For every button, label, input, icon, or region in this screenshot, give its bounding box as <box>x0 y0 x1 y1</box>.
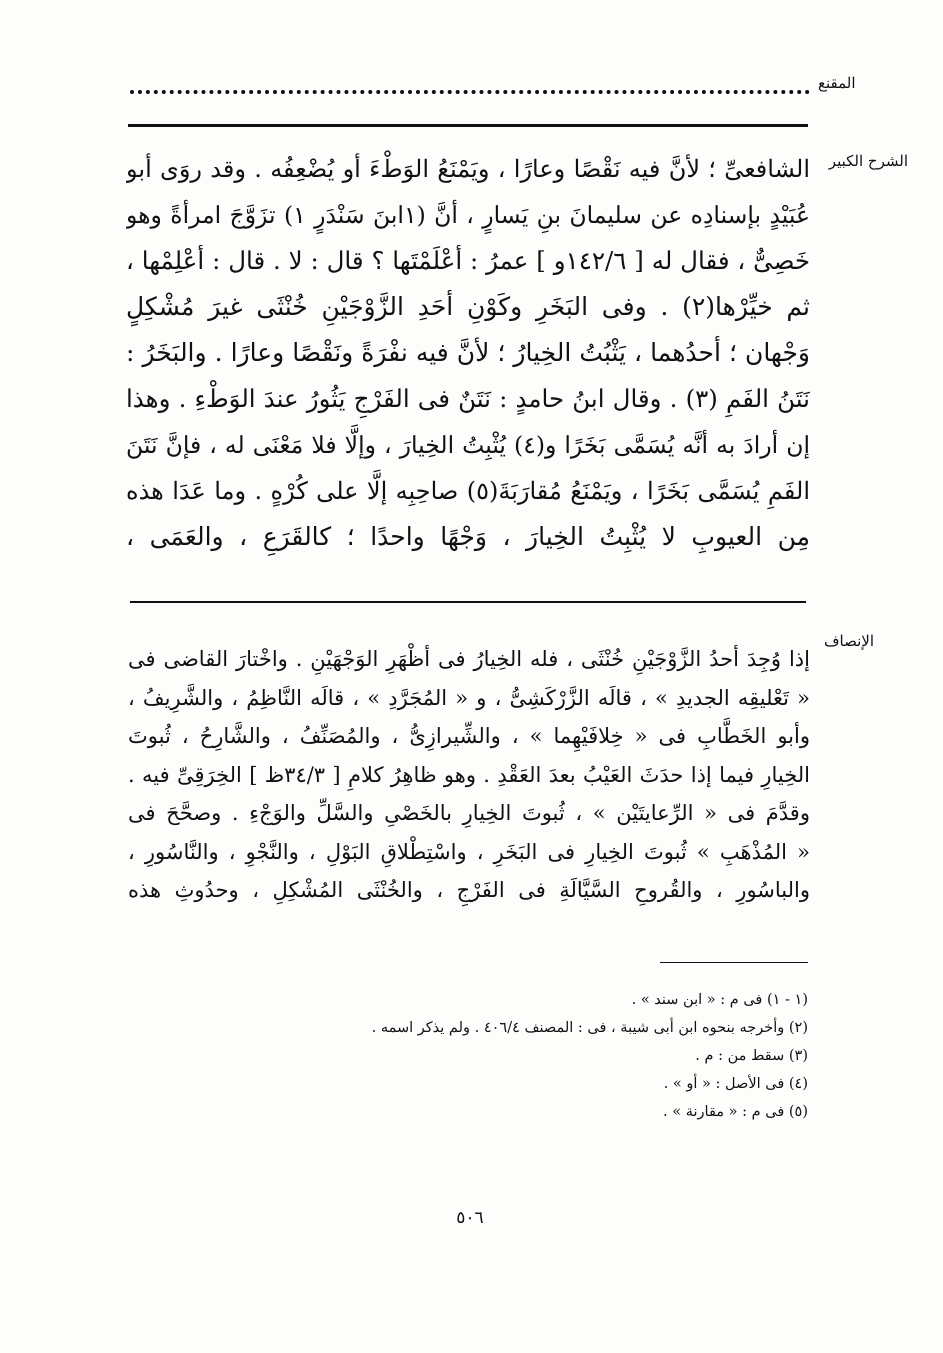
text-line: الخِيارِ فيما إذا حدَثَ العَيْبُ بعدَ العَقْدِ . وهو ظاهِرُ كلامِ [ ٣٤/٣ظ ] الخِرَقِىِّ فيه . <box>128 762 810 787</box>
text-line: والباسُورِ ، والقُروحِ السَّيَّالَةِ فى الفَرْجِ ، والخُنْثَى المُشْكِلِ ، وحدُوثِ هذه <box>128 878 810 902</box>
insaf-text-block <box>128 640 810 910</box>
section-divider <box>130 601 806 603</box>
footnote: (١ - ١) فى م : « ابن سند » . <box>631 992 808 1008</box>
text-line: وأبو الخَطَّابِ فى « خِلافَيْهِما » ، والشِّيرازِىُّ ، والمُصَنِّفُ ، والشَّارِحُ ، ثُبوتَ <box>128 724 810 748</box>
header-dotted-rule <box>130 82 810 94</box>
text-line: نَتَنُ الفَمِ (٣) . وقال ابنُ حامدٍ : نَتَنٌ فى الفَرْجِ يَثُورُ عندَ الوَطْءِ . وهذا <box>126 384 810 413</box>
text-line: « تَعْليقِه الجديدِ » ، قالَه الزَّرْكَشِىُّ ، و « المُجَرَّدِ » ، قالَه النَّاظِمُ ، والشَّرِيفُ ، <box>128 685 810 710</box>
text-line: خَصِىٌّ ، فقال له [ ١٤٢/٦و ] عمرُ : أعْلَمْتَها ؟ قال : لا . قال : أعْلِمْها ، <box>126 246 810 275</box>
footnote-rule <box>660 962 808 963</box>
text-line: وَجْهان ؛ أحدُهما ، يَثْبُتُ الخِيارُ ؛ لأنَّ فيه نفْرَةً ونَقْصًا وعارًا . والبَخَرُ : <box>126 338 810 367</box>
header-rule <box>128 124 808 127</box>
footnote: (٢) وأخرجه بنحوه ابن أبى شيبة ، فى : المصنف ٤٠٦/٤ . ولم يذكر اسمه . <box>371 1020 808 1036</box>
sharh-text-block <box>126 146 810 560</box>
text-line: الفَمِ يُسَمَّى بَخَرًا ، ويَمْنَعُ مُقارَبَةَ(٥) صاحِبِه إلَّا على كُرْهٍ . وما عَدَا هذه <box>126 477 810 505</box>
text-line: عُبَيْدٍ بإسنادِه عن سليمانَ بنِ يَسارٍ ، أنَّ (١ابنَ سَنْدَرٍ ١) تزَوَّجَ امرأةً وهو <box>126 201 810 229</box>
text-line: إن أرادَ به أنَّه يُسَمَّى بَخَرًا و(٤) يُثْبِتُ الخِيارَ ، وإلَّا فلا مَعْنَى له ، فإنَّ نَتَنَ <box>126 431 810 459</box>
footnote: (٣) سقط من : م . <box>695 1048 808 1064</box>
text-line: وقدَّمَ فى « الرِّعايتَيْن » ، ثُبوتَ الخِيارِ بالخَصْىِ والسَّلِّ والوَجْءِ . وصحَّحَ فى <box>128 801 810 825</box>
running-header-title: المقنع <box>818 74 856 92</box>
text-line: الشافعىِّ ؛ لأنَّ فيه نَقْصًا وعارًا ، ويَمْنَعُ الوَطْءَ أو يُضْعِفُه . وقد روَى أبو <box>126 155 810 183</box>
footnotes <box>300 986 808 1126</box>
insaf-section-label: الإنصاف <box>823 632 874 650</box>
text-line: ثم خيِّرْها(٢) . وفى البَخَرِ وكَوْنِ أحَدِ الزَّوْجَيْنِ خُنْثَى غيرَ مُشْكِلٍ <box>126 292 810 321</box>
footnote: (٥) فى م : « مقارنة » . <box>663 1104 808 1120</box>
text-line: إذا وُجِدَ أحدُ الزَّوْجَيْنِ خُنْثَى ، فله الخِيارُ فى أظْهَرِ الوَجْهَيْنِ . واخْتارَ القاضى فى <box>128 647 810 671</box>
text-line: مِن العيوبِ لا يُثْبِتُ الخِيارَ ، وَجْهًا واحدًا ؛ كالقَرَعِ ، والعَمَى ، <box>126 522 810 551</box>
page-number: ٥٠٦ <box>456 1208 484 1228</box>
text-line: « المُذْهَبِ » ثُبوتَ الخِيارِ فى البَخَرِ ، واسْتِطْلاقِ البَوْلِ ، والنَّجْوِ ، والنَّاسُورِ ، <box>128 839 810 864</box>
footnote: (٤) فى الأصل : « أو » . <box>663 1076 808 1092</box>
sharh-section-label: الشرح الكبير <box>828 152 908 170</box>
